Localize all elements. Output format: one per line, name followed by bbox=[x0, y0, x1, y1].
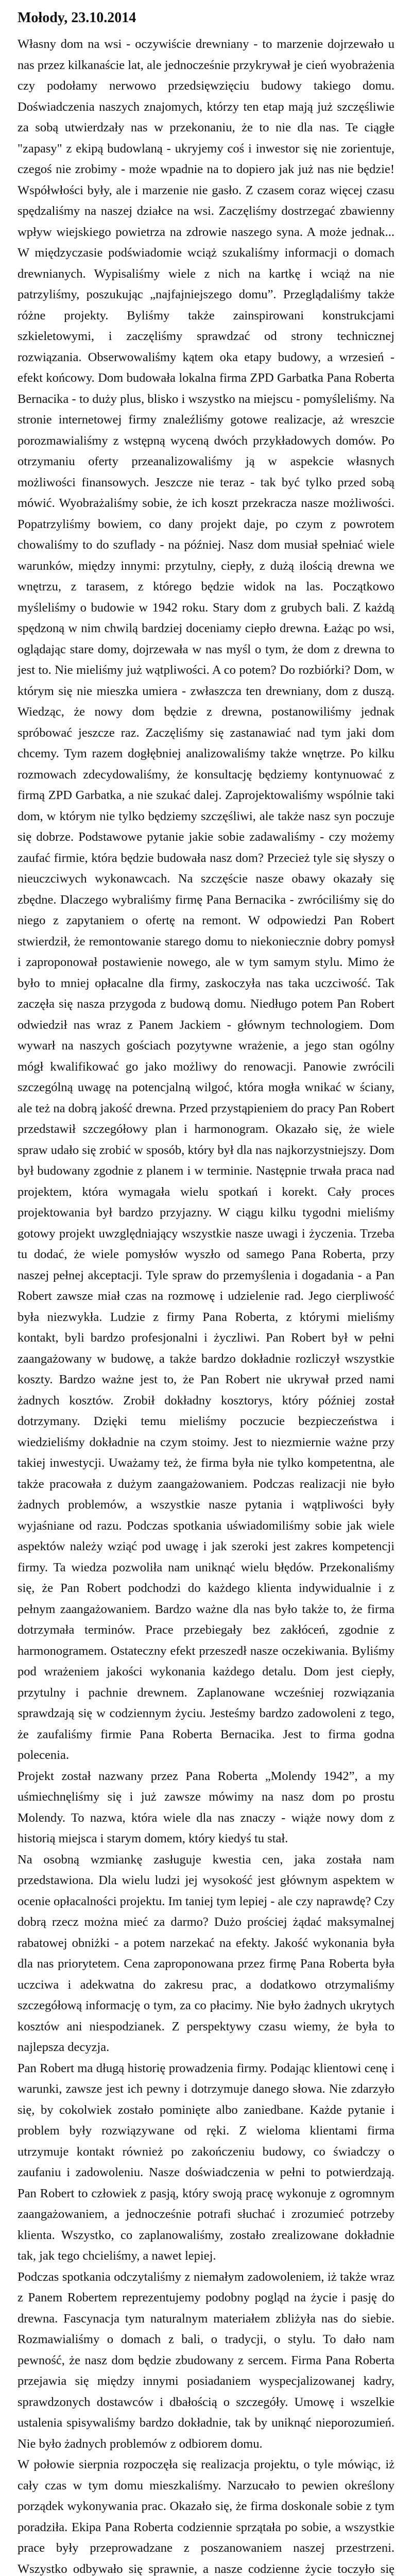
letter-paragraph-6: W połowie sierpnia rozpoczęła się realizacja projektu, o tyle mówiąc, iż cały czas w tym domu mieszkaliśmy. Narzucało to pewien określony porządek wykonywania prac. Okazało się, że firma doskonale sobie z tym poradziła. Ekipa Pana Roberta codziennie sprzątała po sobie, a wszystkie prace były przeprowadzane z poszanowaniem naszej przestrzeni. Wszystko odbywało się sprawnie, a nasze codzienne życie toczyło się bbox=[18, 2458, 394, 2576]
letter-paragraph-5: Podczas spotkania odczytaliśmy z niemałym zadowoleniem, iż także wraz z Panem Robertem reprezentujemy podobny pogląd na życie i pasję do drewna. Fascynacja tym naturalnym materiałem zbliżyła nas do siebie. Rozmawialiśmy o domach z bali, o tradycji, o stylu. To dało nam pewność, że nasz dom będzie zbudowany z sercem. Firma Pana Roberta przejawia się między innymi posiadaniem wyspecjalizowanej kadry, sprawdzonych dostawców i dbałością o szczegóły. Umowę i wszelkie ustalenia spisywaliśmy bardzo dokładnie, tak by uniknąć nieporozumień. Nie było żadnych problemów z odbiorem domu. bbox=[18, 2269, 394, 2451]
letter-paragraph-2: Projekt został nazwany przez Pana Roberta „Molendy 1942”, a my uśmiechnęliśmy się i już zawsze mówimy na nasz dom po prostu Molendy. To nazwa, która wiele dla nas znaczy - wiąże nowy dom z historią miejsca i starym domem, który kiedyś tu stał. bbox=[18, 1769, 394, 1845]
letter-paragraph-4: Pan Robert ma długą historię prowadzenia firmy. Podając klientowi cenę i warunki, zawsze jest ich pewny i dotrzymuje danego słowa. Nie zdarzyło się, by cokolwiek zostało pominięte albo zaniedbane. Każde pytanie i problem były rozwiązywane od ręki. Z wieloma klientami firma utrzymuje kontakt również po zakończeniu budowy, co świadczy o zaufaniu i zadowoleniu. Nasze doświadczenia w pełni to potwierdzają. Pan Robert to człowiek z pasją, który swoją pracę wykonuje z ogromnym zaangażowaniem, a jednocześnie potrafi słuchać i zrozumieć potrzeby klienta. Wszystko, co zaplanowaliśmy, zostało zrealizowane dokładnie tak, jak tego chcieliśmy, a nawet lepiej. bbox=[18, 2061, 394, 2263]
place-date: Mołody, 23.10.2014 bbox=[18, 10, 136, 26]
letter-paragraph-3: Na osobną wzmiankę zasługuje kwestia cen, jaka została nam przedstawiona. Dla wielu ludzi jej wysokość jest głównym aspektem w ocenie opłacalności projektu. Im taniej tym lepiej - ale czy naprawdę? Czy dobrą rzecz można mieć za darmo? Dużo prościej żądać maksymalnej rabatowej obniżki - a potem narzekać na efekty. Jakość wykonania była dla nas priorytetem. Cena zaproponowana przez firmę Pana Roberta była uczciwa i adekwatna do zakresu prac, a dodatkowo otrzymaliśmy szczegółową informację o tym, za co płacimy. Nie było żadnych ukrytych kosztów ani niespodzianek. Z perspektywy czasu wiemy, że była to najlepsza decyzja. bbox=[18, 1852, 394, 2054]
letter-paragraph-1: Własny dom na wsi - oczywiście drewniany - to marzenie dojrzewało u nas przez kilkanaście lat, ale jednocześnie przykrywał je cień wyobrażenia czy podołamy nerwowo przedsięwzięciu budowy takiego domu. Doświadczenia naszych znajomych, którzy ten etap mają już szczęśliwie za sobą utwierdzały nas w przekonaniu, że to nie dla nas. Te ciągłe "zapasy" z ekipą budowlaną - ukryjemy coś i inwestor się nie zorientuje, czegoś nie zrobimy - może wpadnie na to dopiero jak już nas nie będzie! Współwłości były, ale i marzenie nie gasło. Z czasem coraz więcej czasu spędzaliśmy na naszej działce na wsi. Zaczęliśmy dostrzegać zbawienny wpływ wiejskiego powietrza na zdrowie naszego syna. A może jednak... W międzyczasie podświadomie wciąż szukaliśmy informacji o domach drewnianych. Wypisaliśmy wiele z nich na kartkę i wciąż na nie patrzyliśmy, poszukując „najfajniejszego domu”. Przeglądaliśmy także różne projekty. Byliśmy także zainspirowani konstrukcjami szkieletowymi, i zaczęliśmy sprawdzać od strony technicznej rozwiązania. Obserwowaliśmy kątem oka etapy budowy, a wrzesień - efekt końcowy. Dom budowała lokalna firma ZPD Garbatka Pana Roberta Bernacika - to duży plus, blisko i wszystko na miejscu - pomyśleliśmy. Na stronie internetowej firmy znaleźliśmy gotowe realizacje, aż wreszcie porozmawialiśmy z wstępną wyceną dwóch przykładowych domów. Po otrzymaniu oferty przeanalizowaliśmy ją w aspekcie własnych możliwości finansowych. Jeszcze nie teraz - tak być tylko przed sobą mówić. Wyobrażaliśmy sobie, że ich koszt przekracza nasze możliwości. Popatrzyliśmy bowiem, co dany projekt daje, po czym z powrotem chowaliśmy to do szuflady - na później. Nasz dom musiał spełniać wiele warunków, między innymi: przytulny, ciepły, z dużą ilością drewna we wnętrzu, z tarasem, z którego będzie widok na las. Początkowo myśleliśmy o budowie w 1942 roku. Stary dom z grubych bali. Z każdą spędzoną w nim chwilą bardziej doceniamy ciepło drewna. Łażąc po wsi, oglądając stare domy, dojrzewała w nas myśl o tym, że dom z drewna to jest to. Nie mieliśmy już wątpliwości. A co potem? Do rozbiórki? Dom, w którym się nie mieszka umiera - zwłaszcza ten drewniany, dom z duszą. Wiedząc, że nowy dom będzie z drewna, postanowiliśmy jednak spróbować jeszcze raz. Zaczęliśmy się zastanawiać nad tym jaki dom chcemy. Tym razem dogłębniej analizowaliśmy także wnętrze. Po kilku rozmowach zdecydowaliśmy, że konsultację będziemy kontynuować z firmą ZPD Garbatka, a nie szukać dalej. Zaprojektowaliśmy wspólnie taki dom, w którym nie tylko będziemy szczęśliwi, ale także nasz syn poczuje się dobrze. Podstawowe pytanie jakie sobie zadawaliśmy - czy możemy zaufać firmie, która będzie budowała nasz dom? Przecież tyle się słyszy o nieuczciwych wykonawcach. Na szczęście nasze obawy okazały się zbędne. Dlaczego wybraliśmy firmę Pana Bernacika - zwróciliśmy się do niego z zapytaniem o ofertę na remont. W odpowiedzi Pan Robert stwierdził, że remontowanie starego domu to niekoniecznie dobry pomysł i zaproponował postawienie nowego, ale w tym samym stylu. Mimo że było to mniej opłacalne dla firmy, zaskoczyła nas taka uczciwość. Tak zaczęła się nasza przygoda z budową domu. Niedługo potem Pan Robert odwiedził nas wraz z Panem Jackiem - głównym technologiem. Dom wywarł na naszych gościach pozytywne wrażenie, a jego stan ogólny mógł kwalifikować go jako możliwy do renowacji. Panowie zwrócili szczególną uwagę na potencjalną wilgoć, która mogła wnikać w ściany, ale też na dobrą jakość drewna. Przed przystąpieniem do pracy Pan Robert przedstawił szczegółowy plan i harmonogram. Okazało się, że wiele spraw udało się zrobić w sposób, który był dla nas najkorzystniejszy. Dom był budowany zgodnie z planem i w terminie. Następnie trwała praca nad projektem, która wymagała wielu spotkań i korekt. Cały proces projektowania był bardzo przyjazny. W ciągu kilku tygodni mieliśmy gotowy projekt uwzględniający wszystkie nasze uwagi i życzenia. Trzeba tu dodać, że wiele pomysłów wyszło od samego Pana Roberta, przy naszej pełnej akceptacji. Tyle spraw do przemyślenia i dogadania - a Pan Robert zawsze miał czas na rozmowę i udzielenie rad. Jego cierpliwość była niezwykła. Ludzie z firmy Pana Roberta, z którymi mieliśmy kontakt, byli bardzo profesjonalni i życzliwi. Pan Robert był w pełni zaangażowany w budowę, a także bardzo dokładnie rozliczył wszystkie koszty. Bardzo ważne jest to, że Pan Robert nie ukrywał przed nami żadnych kosztów. Zrobił dokładny kosztorys, który później został dotrzymany. Dzięki temu mieliśmy poczucie bezpieczeństwa i wiedzieliśmy dokładnie na czym stoimy. Jest to niezmiernie ważne przy takiej inwestycji. Uważamy też, że firma była nie tylko kompetentna, ale także pracowała z dużym zaangażowaniem. Podczas realizacji nie było żadnych problemów, a wszystkie nasze pytania i wątpliwości były wyjaśniane od razu. Podczas spotkania uświadomiliśmy sobie jak wiele aspektów należy wziąć pod uwagę i jak szeroki jest zakres kompetencji firmy. Ta wiedza pozwoliła nam uniknąć wielu błędów. Przekonaliśmy się, że Pan Robert podchodzi do każdego klienta indywidualnie i z pełnym zaangażowaniem. Bardzo ważne dla nas było także to, że firma dotrzymała terminów. Prace przebiegały bez zakłóceń, zgodnie z harmonogramem. Ostateczny efekt przeszedł nasze oczekiwania. Byliśmy pod wrażeniem jakości wykonania każdego detalu. Dom jest ciepły, przytulny i pachnie drewnem. Zaplanowane wcześniej rozwiązania sprawdzają się w codziennym życiu. Jesteśmy bardzo zadowoleni z tego, że zaufaliśmy firmie Pana Roberta Bernacika. Jest to firma godna polecenia. bbox=[18, 37, 394, 1762]
